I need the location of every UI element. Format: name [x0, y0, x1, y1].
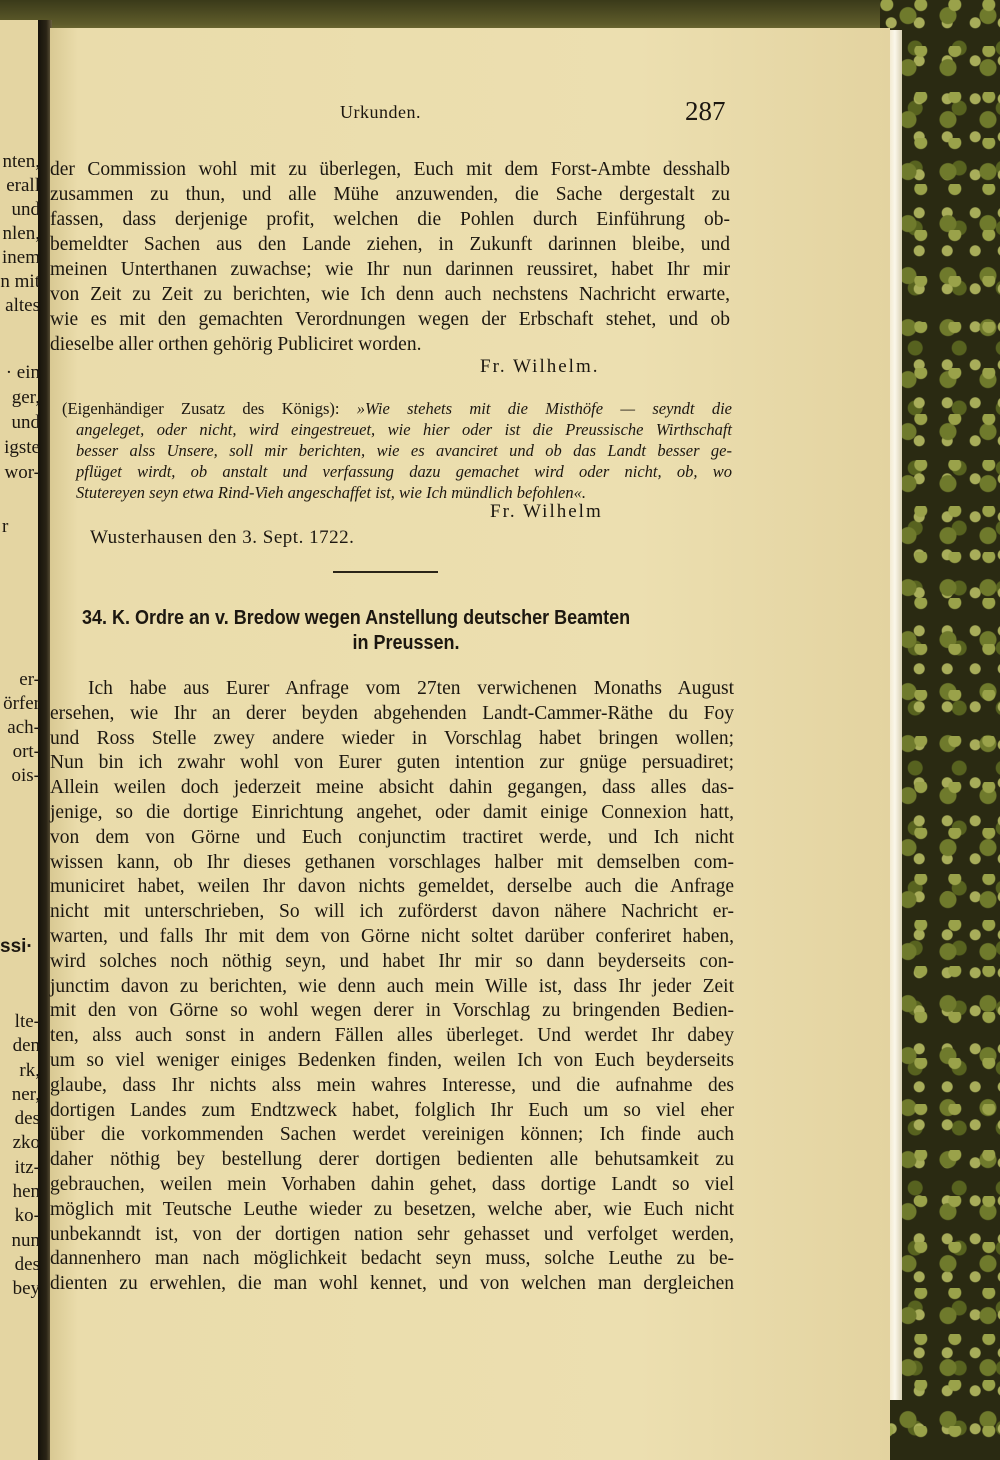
text-line: junctim davon zu berichten, wie denn auch mein Wille ist, dass Ihr jeder Zeit	[50, 975, 734, 997]
text-line: ersehen, wie Ihr an derer beyden abgehenden Landt-Cammer-Räthe du Foy	[50, 702, 734, 724]
text-line: Nun bin ich zwahr wohl von Eurer guten intention zur gnüge persuadiret;	[50, 752, 734, 774]
left-page-fragment-text: erall	[6, 175, 40, 196]
left-page-fragment-text: des	[14, 1108, 40, 1130]
text-line: wie es mit den gemachten Verordnungen wegen der Erbschaft stehet, und ob	[50, 309, 730, 330]
note-line: pflüget wirdt, ob anstalt und verfassung dazu gemachet wird oder nicht, ob, wo	[76, 462, 732, 481]
left-page-fragment-text: lte-	[14, 1011, 40, 1032]
paragraph-2	[50, 677, 734, 1297]
left-page-fragment-text: altes	[5, 295, 40, 316]
text-line: meinen Unterthanen zuwachse; wie Ihr nun darinnen reussiret, habet Ihr mir	[50, 259, 730, 280]
section-heading	[82, 606, 667, 656]
left-page-fragment-text: örfer	[3, 693, 40, 714]
text-line: von dem von Görne und Euch conjunctim tractiret werde, und Ich nicht	[50, 826, 734, 848]
left-page-fragment-text: inem	[2, 247, 40, 268]
left-page-fragment-text: wor-	[4, 462, 40, 483]
text-line: ten, alss auch sonst in andern Fällen alles überleget. Und werdet Ihr dabey	[50, 1025, 734, 1047]
left-column-bottom	[0, 1010, 40, 1302]
text-line: mit den von Görne so wohl wegen derer in Vorschlag zu bringenden Bedien-	[50, 1000, 734, 1022]
text-line: fassen, dass derjenige profit, welchen die Pohlen durch Einführung ob-	[50, 209, 730, 230]
left-page-fragment-text: · ein	[5, 362, 40, 383]
page-edge	[888, 30, 902, 1400]
left-page-fragment-text: n mit	[0, 271, 40, 292]
left-page-fragment-text: ort-	[12, 741, 40, 762]
note-prefix: (Eigenhändiger Zusatz des Königs):	[62, 399, 340, 418]
heading-line-2: in Preussen.	[352, 632, 460, 654]
signature-1: Fr. Wilhelm.	[480, 356, 600, 377]
text-line: Ich habe aus Eurer Anfrage vom 27ten verwichenen Monaths August	[88, 678, 734, 699]
left-page-fragment-text: nlen,	[2, 223, 40, 244]
place-date: Wusterhausen den 3. Sept. 1722.	[90, 527, 355, 548]
left-page-fragment-text: rk,	[19, 1059, 40, 1081]
left-page-fragment-text: des	[14, 1253, 40, 1275]
text-line: glaube, dass Ihr nichts alss mein wahres Interesse, und die aufnahme des	[50, 1074, 734, 1096]
text-line: bemeldter Sachen aus den Lande ziehen, in Zukunft darinnen bleibe, und	[50, 234, 730, 255]
left-page-fragment-text: nten,	[2, 151, 40, 172]
note-line: besser alss Unsere, soll mir berichten, wie es avanciret und ob das Landt besser ge-	[76, 441, 732, 460]
left-column-lower	[0, 668, 40, 788]
king-note	[62, 398, 732, 503]
text-line: wird solches noch nöthig seyn, und habet Ihr mir so dann beyderseits con-	[50, 950, 734, 972]
left-page-fragment-text: nun	[11, 1229, 40, 1251]
left-page-fragment-text: und	[11, 199, 40, 220]
left-page-fragment-text: ko-	[14, 1205, 40, 1227]
left-page-fragment-text: bey	[12, 1278, 40, 1300]
text-line: der Commission wohl mit zu überlegen, Euch mit dem Forst-Ambte desshalb	[50, 159, 730, 180]
left-page-fragment-text: hen	[12, 1181, 40, 1203]
text-line: jenige, so die dortige Einrichtung angehet, oder damit einige Connexion hatt,	[50, 801, 734, 823]
left-page-fragment-text: ger,	[11, 387, 40, 408]
text-line: unbekanndt ist, von der dortigen nation sehr gehasset und verfolget werden,	[50, 1223, 734, 1245]
text-line: dortigen Landes zum Endtzweck habet, folglich Ihr Euch um so viel eher	[50, 1099, 734, 1121]
paragraph-1	[50, 157, 730, 357]
left-page-fragment-text: zko	[12, 1132, 40, 1154]
text-line: nicht mit unterschrieben, So will ich zuförderst davon nähere Nachricht er-	[50, 901, 734, 923]
text-line: Allein weilen doch jederzeit meine absicht dahin gegangen, dass alles das-	[50, 777, 734, 799]
left-column-ssi: ssi·	[0, 936, 33, 957]
text-line: gebrauchen, weilen mein Vorhaben dahin gehet, dass dortige Landt so viel	[50, 1173, 734, 1195]
text-line: von Zeit zu Zeit zu berichten, wie Ich denn auch nechstens Nachricht erwarte,	[50, 284, 730, 305]
left-page-fragment-text: itz-	[14, 1156, 40, 1178]
left-page-fragment-text: den	[12, 1035, 40, 1057]
left-column-r: r	[2, 516, 9, 537]
text-line: und Ross Stelle zwey andere wieder in Vorschlag habet bringen wollen;	[50, 727, 734, 749]
text-line: wissen kann, ob Ihr dieses gethanen vorschlages halber mit demselben com-	[50, 851, 734, 873]
left-column-mid	[0, 360, 40, 485]
running-head: Urkunden.	[340, 102, 421, 122]
left-page-fragment-text: ner,	[11, 1083, 40, 1105]
note-line: angeleget, oder nicht, wird eingestreuet, wie hier oder ist die Preussische Wirthschaft	[76, 420, 732, 439]
left-column-top	[0, 150, 40, 318]
text-line: dienten zu erwehlen, die man wohl kennet, und von welchen man dergleichen	[50, 1273, 734, 1295]
text-line: möglich mit Teutsche Leuthe wieder zu besetzen, welche aber, wie Euch nicht	[50, 1198, 734, 1220]
text-line: warten, und falls Ihr mit dem von Görne nicht soltet darüber conferiret haben,	[50, 925, 734, 947]
note-line1: »Wie stehets mit die Misthöfe — seyndt die	[356, 399, 733, 418]
text-line: zusammen zu thun, und alle Mühe anzuwenden, die Sache dergestalt zu	[50, 184, 730, 205]
page-number: 287	[685, 96, 726, 126]
text-line: municiret habet, weilen Ihr davon nichts gemeldet, derselbe auch die Anfrage	[50, 876, 734, 898]
text-line: um so viel weniger einiges Bedenken finden, weilen Ich von Euch beyderseits	[50, 1049, 734, 1071]
note-line: Stutereyen seyn etwa Rind-Vieh angeschaffet ist, wie Ich mündlich befohlen«.	[76, 483, 586, 502]
text-line: über die vorkommenden Sachen werdet vereinigen können; Ich finde auch	[50, 1124, 734, 1146]
left-page-fragment-text: er-	[19, 669, 40, 690]
heading-line-1: 34. K. Ordre an v. Bredow wegen Anstellung deutscher Beamten	[82, 607, 631, 629]
left-page-fragment-text: igste	[4, 437, 40, 458]
left-page-fragment-text: ach-	[7, 717, 40, 738]
text-line: dannenhero man nach möglichkeit bedacht seyn muss, solche Leuthe zu be-	[50, 1248, 734, 1270]
text-line: daher nöthig bey bestellung derer dortigen bedienten alle behutsamkeit zu	[50, 1149, 734, 1171]
section-divider	[333, 571, 438, 573]
text-line: dieselbe aller orthen gehörig Publiciret worden.	[50, 334, 422, 355]
note-first-line	[62, 398, 732, 419]
note-lines	[62, 419, 732, 503]
left-page-fragment-text: ois-	[11, 765, 40, 786]
left-page-fragment-text: und	[11, 412, 40, 433]
signature-2: Fr. Wilhelm	[490, 501, 603, 522]
